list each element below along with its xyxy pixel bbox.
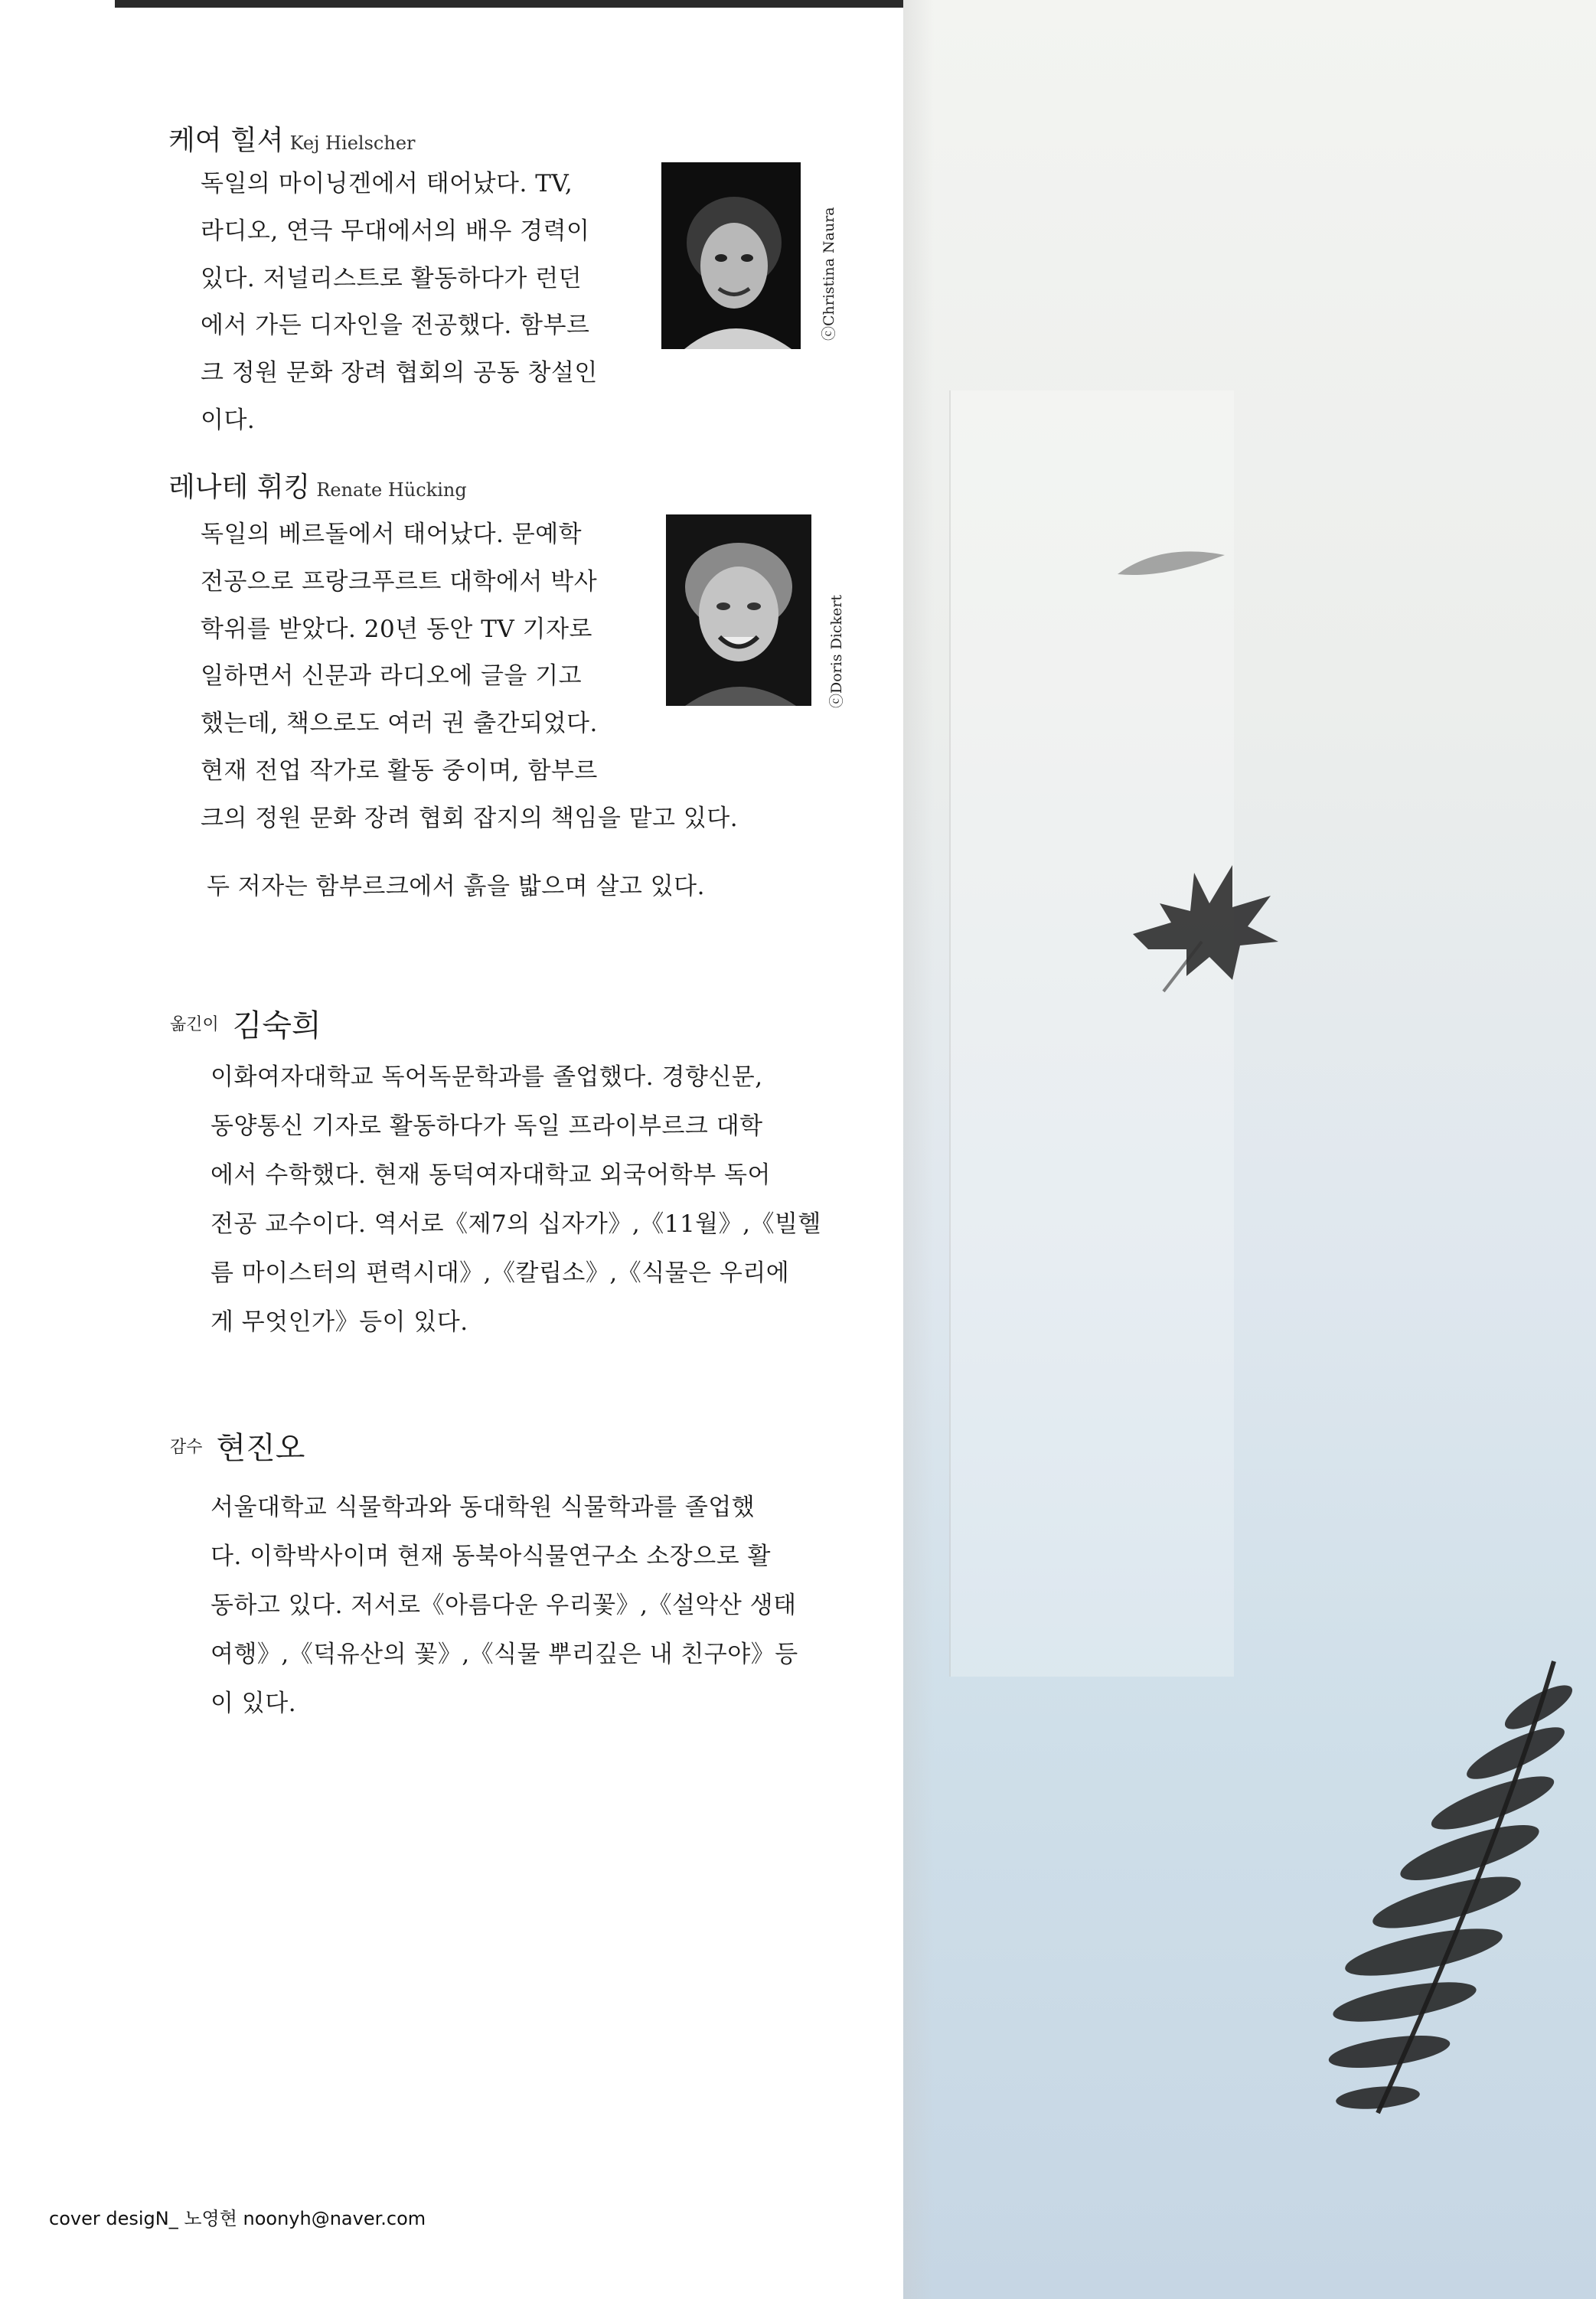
translator-heading xyxy=(170,1001,321,1045)
top-edge-rule xyxy=(115,0,926,8)
author-name-heading xyxy=(168,465,467,505)
supervisor-bio xyxy=(211,1483,798,1728)
supervisor-role-label: 감수 xyxy=(170,1438,203,1457)
bio-line: 독일의 베르돌에서 태어났다. 문예학 xyxy=(201,521,583,548)
author-name-roman: Kej Hielscher xyxy=(289,132,416,154)
bio-line: 동양통신 기자로 활동하다가 독일 프라이부르크 대학 xyxy=(211,1112,763,1140)
author-name-heading xyxy=(168,119,416,158)
translator-name: 김숙희 xyxy=(232,1008,321,1043)
author-name-korean: 레나테 휘킹 xyxy=(168,472,311,503)
small-leaf-print xyxy=(1110,536,1232,589)
author-name-roman: Renate Hücking xyxy=(316,479,467,501)
author-bio xyxy=(201,511,738,843)
leaf-print-panel xyxy=(903,0,1596,2299)
bio-line: 전공 교수이다. 역서로《제7의 십자가》,《11월》,《빌헬 xyxy=(211,1210,821,1238)
supervisor-name: 현진오 xyxy=(216,1431,305,1466)
bio-line: 있다. 저널리스트로 활동하다가 런던 xyxy=(201,264,583,292)
bio-line: 름 마이스터의 편력시대》,《칼립소》,《식물은 우리에 xyxy=(211,1259,790,1287)
cover-design-credit: cover desigN_ 노영현 noonyh@naver.com xyxy=(49,2208,426,2229)
photo-credit: ⓒDoris Dickert xyxy=(828,594,845,708)
bio-line: 에서 수학했다. 현재 동덕여자대학교 외국어학부 독어 xyxy=(211,1161,771,1189)
bio-line: 전공으로 프랑크푸르트 대학에서 박사 xyxy=(201,567,598,596)
bio-line: 했는데, 책으로도 여러 권 출간되었다. xyxy=(201,710,598,738)
bio-line: 일하면서 신문과 라디오에 글을 기고 xyxy=(201,662,583,691)
author-bio xyxy=(201,161,598,445)
author-photo xyxy=(666,514,811,706)
bio-line: 학위를 받았다. 20년 동안 TV 기자로 xyxy=(201,615,592,643)
author-name-korean: 케여 힐셔 xyxy=(168,125,284,156)
authors-residence-note: 두 저자는 함부르크에서 흙을 밟으며 살고 있다. xyxy=(207,873,705,900)
bio-line: 현재 전업 작가로 활동 중이며, 함부르 xyxy=(201,756,598,785)
bio-line: 크 정원 문화 장려 협회의 공동 창설인 xyxy=(201,359,598,387)
bio-line: 동하고 있다. 저서로《아름다운 우리꽃》,《설악산 생태 xyxy=(211,1592,797,1619)
bio-line: 게 무엇인가》등이 있다. xyxy=(211,1308,468,1336)
bio-line: 다. 이학박사이며 현재 동북아식물연구소 소장으로 활 xyxy=(211,1543,771,1570)
translator-bio xyxy=(211,1053,821,1347)
bio-line: 이화여자대학교 독어독문학과를 졸업했다. 경향신문, xyxy=(211,1063,763,1091)
author-photo xyxy=(661,162,801,349)
panel-edge-shadow xyxy=(903,0,934,2299)
bio-line: 독일의 마이닝겐에서 태어났다. TV, xyxy=(201,170,573,198)
translator-role-label: 옮긴이 xyxy=(170,1015,219,1034)
bio-line: 이다. xyxy=(201,406,256,434)
bio-line: 이 있다. xyxy=(211,1690,297,1717)
supervisor-heading xyxy=(170,1424,305,1468)
bio-line: 에서 가든 디자인을 전공했다. 함부르 xyxy=(201,312,590,340)
bio-line: 라디오, 연극 무대에서의 배우 경력이 xyxy=(201,217,590,245)
bio-line: 여행》,《덕유산의 꽃》,《식물 뿌리깊은 내 친구야》등 xyxy=(211,1641,798,1668)
bio-line: 크의 정원 문화 장려 협회 잡지의 책임을 맡고 있다. xyxy=(201,804,739,832)
fern-leaf-print xyxy=(1263,1638,1596,2128)
photo-credit: ⓒChristina Naura xyxy=(821,207,837,341)
maple-leaf-print xyxy=(1118,850,1286,995)
bio-line: 서울대학교 식물학과와 동대학원 식물학과를 졸업했 xyxy=(211,1494,756,1521)
